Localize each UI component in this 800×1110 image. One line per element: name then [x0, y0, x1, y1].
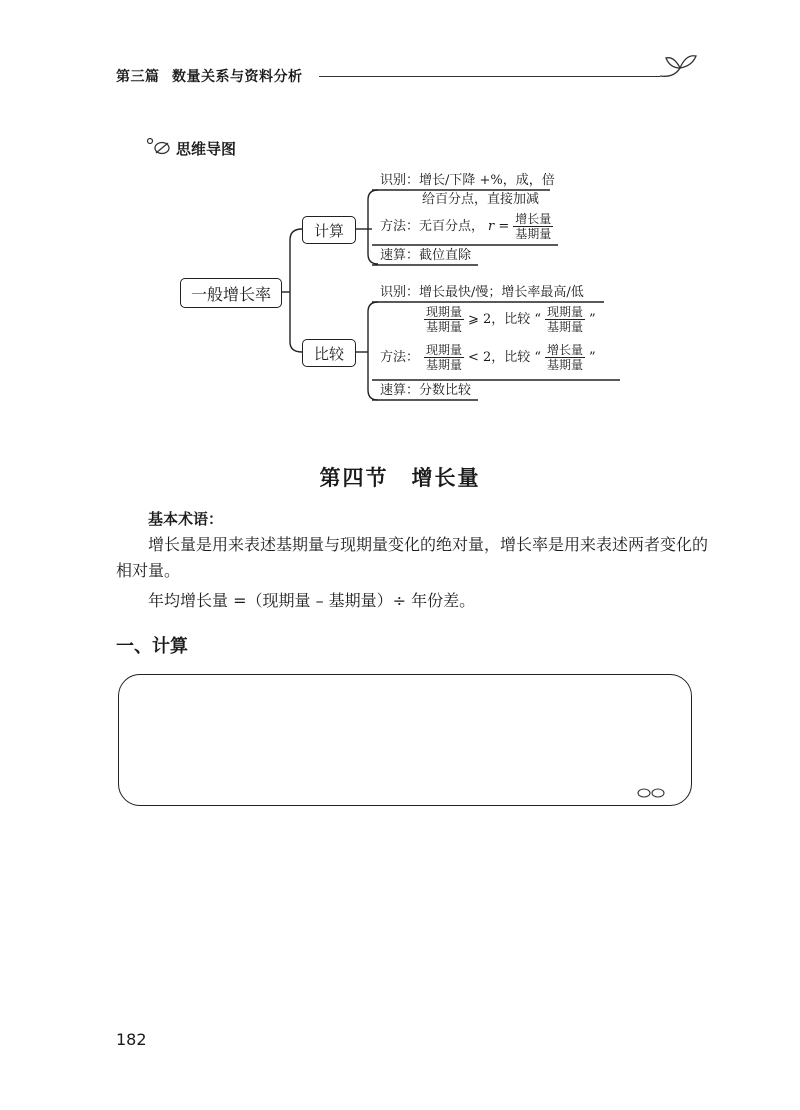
compare-row-2 [424, 343, 596, 372]
compare-node: 比较 [302, 339, 356, 367]
compare-row1-target-fraction [545, 305, 585, 334]
compare-row2-operator: < 2，比较 [468, 349, 531, 365]
compare-row2-quote-open: “ [534, 349, 541, 365]
compare-row2-numerator: 现期量 [426, 343, 463, 357]
part-label: 第三篇 [116, 69, 160, 85]
subsection-heading: 一、计算 [116, 636, 188, 657]
calc-identify-text-2: 给百分点，直接加减 [422, 192, 540, 207]
compare-method-prefix: 方法： [380, 350, 420, 365]
calc-method [380, 212, 553, 241]
terms-paragraph-line-1: 增长量是用来表述基期量与现期量变化的绝对量，增长率是用来表述两者变化的 [148, 535, 709, 554]
compare-row2-target-denominator: 基期量 [546, 358, 583, 372]
notes-box [118, 674, 692, 806]
mindmap-heading: 思维导图 [176, 140, 237, 158]
page-number: 182 [116, 1030, 147, 1049]
compare-row2-fraction [424, 343, 464, 372]
compare-row2-target-fraction [545, 343, 585, 372]
calc-fraction-numerator: 增长量 [515, 212, 552, 226]
compare-row1-denominator: 基期量 [426, 320, 463, 334]
compare-row1-target-numerator: 现期量 [546, 305, 583, 319]
compare-row2-target-numerator: 增长量 [546, 343, 583, 357]
compare-quick-text: 速算：分数比较 [380, 383, 472, 398]
calc-fraction [513, 212, 553, 241]
formula-line: 年均增长量 =（现期量 – 基期量）÷ 年份差。 [148, 591, 476, 610]
calc-method-r: r = [488, 218, 510, 234]
section-title: 第四节 增长量 [319, 465, 481, 490]
calc-quick-text: 速算：截位直除 [380, 248, 472, 263]
compare-row1-numerator: 现期量 [426, 305, 463, 319]
compare-row2-quote-close: ” [588, 349, 596, 365]
calc-node: 计算 [302, 216, 356, 244]
compare-row1-target-denominator: 基期量 [546, 320, 583, 334]
compare-row1-operator: ⩾ 2，比较 [468, 311, 531, 327]
calc-method-prefix: 方法：无百分点， [380, 218, 485, 234]
compare-row1-quote-open: “ [534, 311, 541, 327]
terms-paragraph-line-2: 相对量。 [116, 561, 181, 580]
compare-identify-text: 识别：增长最快/慢；增长率最高/低 [380, 285, 584, 300]
compare-row1-quote-close: ” [588, 311, 596, 327]
mindmap-root-node: 一般增长率 [180, 278, 282, 308]
compare-row-1 [424, 305, 596, 334]
calc-identify-text: 识别：增长/下降 +%，成，倍 [380, 173, 555, 188]
terms-label: 基本术语： [148, 510, 224, 528]
compare-row1-fraction [424, 305, 464, 334]
calc-fraction-denominator: 基期量 [515, 227, 552, 241]
chapter-title: 数量关系与资料分析 [172, 69, 303, 85]
compare-row2-denominator: 基期量 [426, 358, 463, 372]
leaf-icon [636, 786, 666, 800]
